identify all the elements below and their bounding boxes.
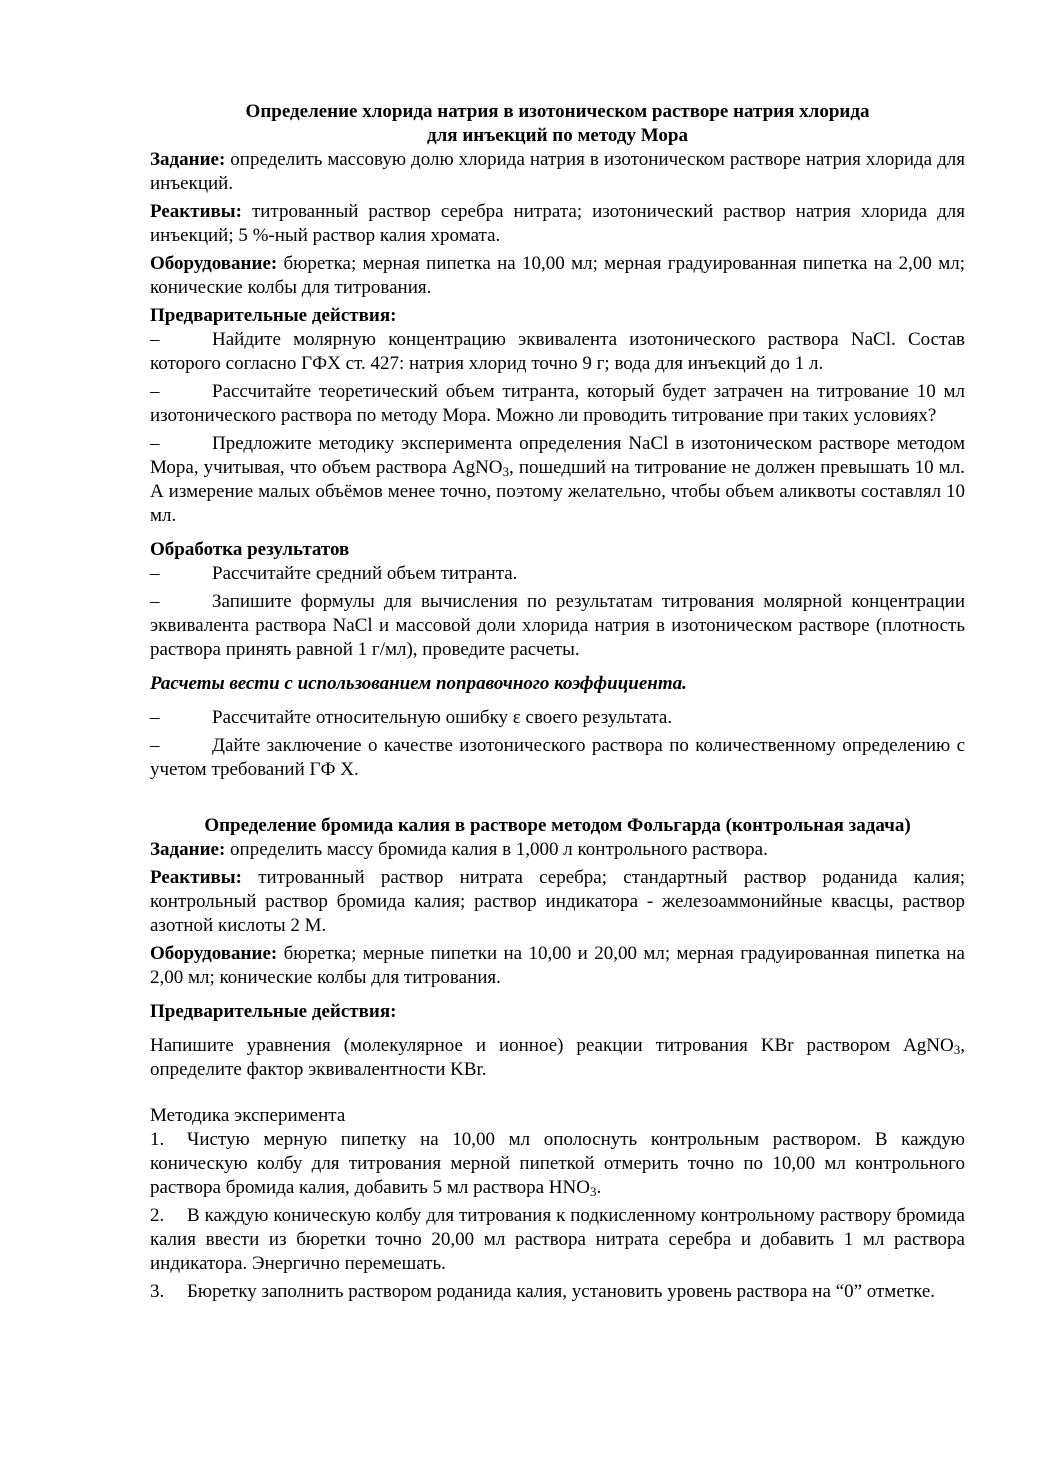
task-text: определить массовую долю хлорида натрия в изотоническом растворе натрия хлорида для инъекций. xyxy=(150,149,965,194)
dash-bullet: – xyxy=(150,381,160,402)
dash-bullet: – xyxy=(150,433,160,454)
method-heading: Методика эксперимента xyxy=(150,1105,346,1126)
section1-title-line2: для инъекций по методу Мора xyxy=(427,125,688,146)
dash-bullet: – xyxy=(150,707,160,728)
section1-equipment xyxy=(150,252,965,300)
section1-task xyxy=(150,148,965,196)
prelim-text-after: , определите фактор эквивалентности KBr. xyxy=(150,1035,965,1080)
section2-equipment xyxy=(150,942,965,990)
reagents-label: Реактивы: xyxy=(150,867,242,888)
results-heading: Обработка результатов xyxy=(150,539,350,560)
final-item-text: Рассчитайте относительную ошибку ε своего результата. xyxy=(212,707,673,728)
results-item xyxy=(150,590,965,662)
step-text-before: Чистую мерную пипетку на 10,00 мл ополоснуть контрольным раствором. В каждую коническую колбу для титрования мерной пипеткой отмерить точно по 10,00 мл контрольного раствора бромида калия, добавить 5 мл раствора HNO xyxy=(150,1129,965,1198)
subscript: 3 xyxy=(502,464,510,479)
section1-reagents xyxy=(150,200,965,248)
reagents-label: Реактивы: xyxy=(150,201,242,222)
step-text: Бюретку заполнить раствором роданида калия, установить уровень раствора на “0” отметке. xyxy=(187,1281,936,1302)
equipment-text: бюретка; мерные пипетки на 10,00 и 20,00 мл; мерная градуированная пипетка на 2,00 мл; конические колбы для титрования. xyxy=(150,943,965,988)
method-step-3 xyxy=(150,1280,965,1304)
correction-note: Расчеты вести с использованием поправочного коэффициента. xyxy=(150,673,687,694)
step-number: 3. xyxy=(150,1281,165,1302)
method-step-1 xyxy=(150,1128,965,1200)
equipment-label: Оборудование: xyxy=(150,253,278,274)
final-item-text: Дайте заключение о качестве изотонического раствора по количественному определению с учетом требований ГФ Х. xyxy=(150,735,965,780)
section2-reagents xyxy=(150,866,965,938)
reagents-text: титрованный раствор нитрата серебра; стандартный раствор роданида калия; контрольный раствор бромида калия; раствор индикатора - железоаммонийные квасцы, раствор азотной кислоты 2 М. xyxy=(150,867,965,936)
results-item xyxy=(150,562,965,586)
section2-task xyxy=(150,838,965,862)
task-label: Задание: xyxy=(150,839,226,860)
prelim-item xyxy=(150,328,965,376)
equipment-text: бюретка; мерная пипетка на 10,00 мл; мерная градуированная пипетка на 2,00 мл; конические колбы для титрования. xyxy=(150,253,965,298)
prelim-item-text-before: Предложите методику эксперимента определения NaCl в изотоническом растворе методом Мора, учитывая, что объем раствора AgNO xyxy=(150,433,965,478)
section2-prelim-heading: Предварительные действия: xyxy=(150,1001,397,1022)
step-text-after: . xyxy=(596,1177,602,1198)
dash-bullet: – xyxy=(150,329,160,350)
section2-title: Определение бромида калия в растворе методом Фольгарда (контрольная задача) xyxy=(204,815,911,836)
step-number: 1. xyxy=(150,1129,165,1150)
section1-prelim-heading: Предварительные действия: xyxy=(150,305,397,326)
task-text: определить массу бромида калия в 1,000 л контрольного раствора. xyxy=(225,839,768,860)
dash-bullet: – xyxy=(150,591,160,612)
reagents-text: титрованный раствор серебра нитрата; изотонический раствор натрия хлорида для инъекций; 5 %-ный раствор калия хромата. xyxy=(150,201,965,246)
results-item-text: Запишите формулы для вычисления по результатам титрования молярной концентрации эквивалента раствора NaCl и массовой доли хлорида натрия в изотоническом растворе (плотность раствора принять равной 1 г/мл), проведите расчеты. xyxy=(150,591,965,660)
step-number: 2. xyxy=(150,1205,165,1226)
subscript: 3 xyxy=(953,1042,961,1057)
subscript: 3 xyxy=(589,1184,597,1199)
final-item xyxy=(150,706,965,730)
results-item-text: Рассчитайте средний объем титранта. xyxy=(212,563,518,584)
equipment-label: Оборудование: xyxy=(150,943,278,964)
document-page xyxy=(150,100,965,1304)
prelim-item-text-after: , пошедший на титрование не должен превышать 10 мл. А измерение малых объёмов менее точно, поэтому желательно, чтобы объем аликвоты составлял 10 мл. xyxy=(150,457,965,526)
task-label: Задание: xyxy=(150,149,226,170)
method-step-2 xyxy=(150,1204,965,1276)
step-text: В каждую коническую колбу для титрования к подкисленному контрольному раствору бромида калия ввести из бюретки точно 20,00 мл раствора нитрата серебра и добавить 1 мл раствора индикатора. Энергично перемешать. xyxy=(150,1205,965,1274)
prelim-item-text: Найдите молярную концентрацию эквивалента изотонического раствора NaCl. Состав которого согласно ГФХ ст. 427: натрия хлорид точно 9 г; вода для инъекций до 1 л. xyxy=(150,329,965,374)
final-item xyxy=(150,734,965,782)
section1-title-line1: Определение хлорида натрия в изотоническом растворе натрия хлорида xyxy=(245,101,870,122)
section2-prelim-text xyxy=(150,1034,965,1082)
dash-bullet: – xyxy=(150,735,160,756)
prelim-item-text: Рассчитайте теоретический объем титранта, который будет затрачен на титрование 10 мл изотонического раствора по методу Мора. Можно ли проводить титрование при таких условиях? xyxy=(150,381,965,426)
prelim-item xyxy=(150,432,965,528)
prelim-text-before: Напишите уравнения (молекулярное и ионное) реакции титрования KBr раствором AgNO xyxy=(150,1035,954,1056)
prelim-item xyxy=(150,380,965,428)
dash-bullet: – xyxy=(150,563,160,584)
